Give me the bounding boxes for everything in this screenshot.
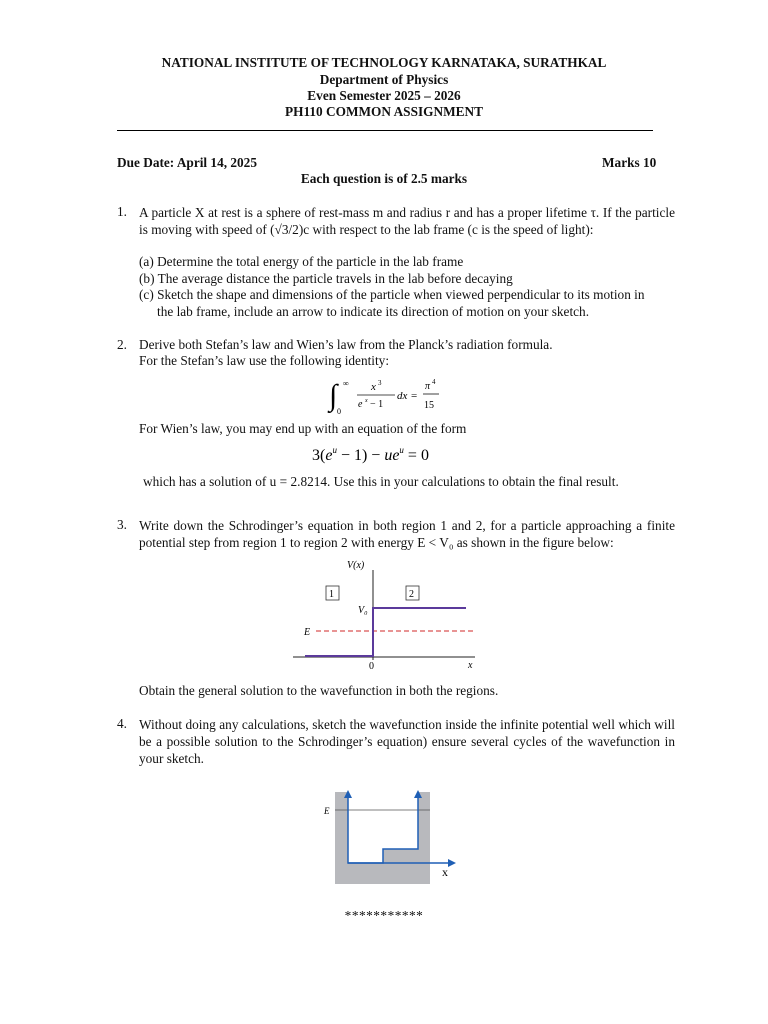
footer-stars: *********** [344,908,424,923]
well-energy-label: E [324,806,330,816]
due-date: Due Date: April 14, 2025 [117,155,257,170]
department-name: Department of Physics [319,72,449,87]
question-1-part-c: (c) Sketch the shape and dimensions of the particle when viewed perpendicular to its motion in [139,287,645,302]
svg-text:3: 3 [378,379,382,387]
svg-text:∫: ∫ [329,379,338,412]
svg-text:π: π [425,381,431,392]
svg-text:dx: dx [397,390,408,402]
v0-label: V₀ [358,605,368,616]
potential-step-line [305,608,466,656]
question-3-number: 3. [117,517,127,532]
question-3-text: Write down the Schrodinger’s equation in both region 1 and 2, for a particle approaching a finite potential step from region 1 to region 2 with energy E < V₀ as shown in the figure below: [139,518,675,550]
question-2-number: 2. [117,337,127,352]
question-2-line-3: For Wien’s law, you may end up with an equation of the form [139,421,467,436]
question-4-number: 4. [117,716,127,731]
semester: Even Semester 2025 – 2026 [307,88,461,103]
question-1-part-b: (b) The average distance the particle travels in the lab before decaying [139,271,513,286]
infinite-well-figure [318,786,463,886]
question-2-line-4: which has a solution of u = 2.8214. Use this in your calculations to obtain the final result. [143,474,619,489]
institute-name: NATIONAL INSTITUTE OF TECHNOLOGY KARNATAKA, SURATHKAL [161,55,607,70]
question-1-text: A particle X at rest is a sphere of rest-mass m and radius r and has a proper lifetime τ. If the particle is moving with speed of (√3/2)c with respect to the lab frame (c is the speed of light): [139,205,675,237]
question-1-part-a: (a) Determine the total energy of the particle in the lab frame [139,254,464,269]
question-4-text: Without doing any calculations, sketch the wavefunction inside the infinite potential well which will be a possible solution to the Schrodinger’s equation) ensure several cycles of the wavefunction in your sketch. [139,717,675,766]
well-walls [335,792,430,884]
region-1-label: 1 [329,589,334,600]
svg-text:=: = [411,390,418,402]
well-x-label: x [442,865,448,879]
svg-text:3(eu − 1) − ueu = 0: $3(e^u - 1) - ue^u = 0$ [312,445,429,464]
course-title: PH110 COMMON ASSIGNMENT [285,104,483,119]
svg-text:4: 4 [432,378,436,386]
origin-label: 0 [369,661,374,672]
x-axis-label: x [468,660,473,671]
svg-text:x: x [365,398,368,404]
svg-text:x: x [371,381,376,393]
region-2-label: 2 [409,589,414,600]
svg-text:15: 15 [424,400,434,411]
question-2-line-1: Derive both Stefan’s law and Wien’s law from the Planck’s radiation formula. [139,337,553,352]
stefan-integral-formula [325,372,445,418]
wien-equation-formula [312,441,457,467]
v-of-x-label: V(x) [347,560,365,571]
header-rule [117,130,653,131]
question-3-after: Obtain the general solution to the wavefunction in both the regions. [139,683,499,698]
energy-label: E [304,627,311,638]
svg-text:− 1: − 1 [370,399,384,410]
total-marks: Marks 10 [602,155,657,170]
potential-step-figure [290,556,480,672]
question-1-part-c-cont: the lab frame, include an arrow to indicate its direction of motion on your sketch. [157,304,590,319]
svg-text:∞: ∞ [343,379,349,388]
svg-text:e: e [358,399,363,410]
marks-per-question: Each question is of 2.5 marks [300,171,468,186]
question-2-line-2: For the Stefan’s law use the following identity: [139,353,390,368]
svg-text:0: 0 [337,407,341,416]
question-1-number: 1. [117,204,127,219]
